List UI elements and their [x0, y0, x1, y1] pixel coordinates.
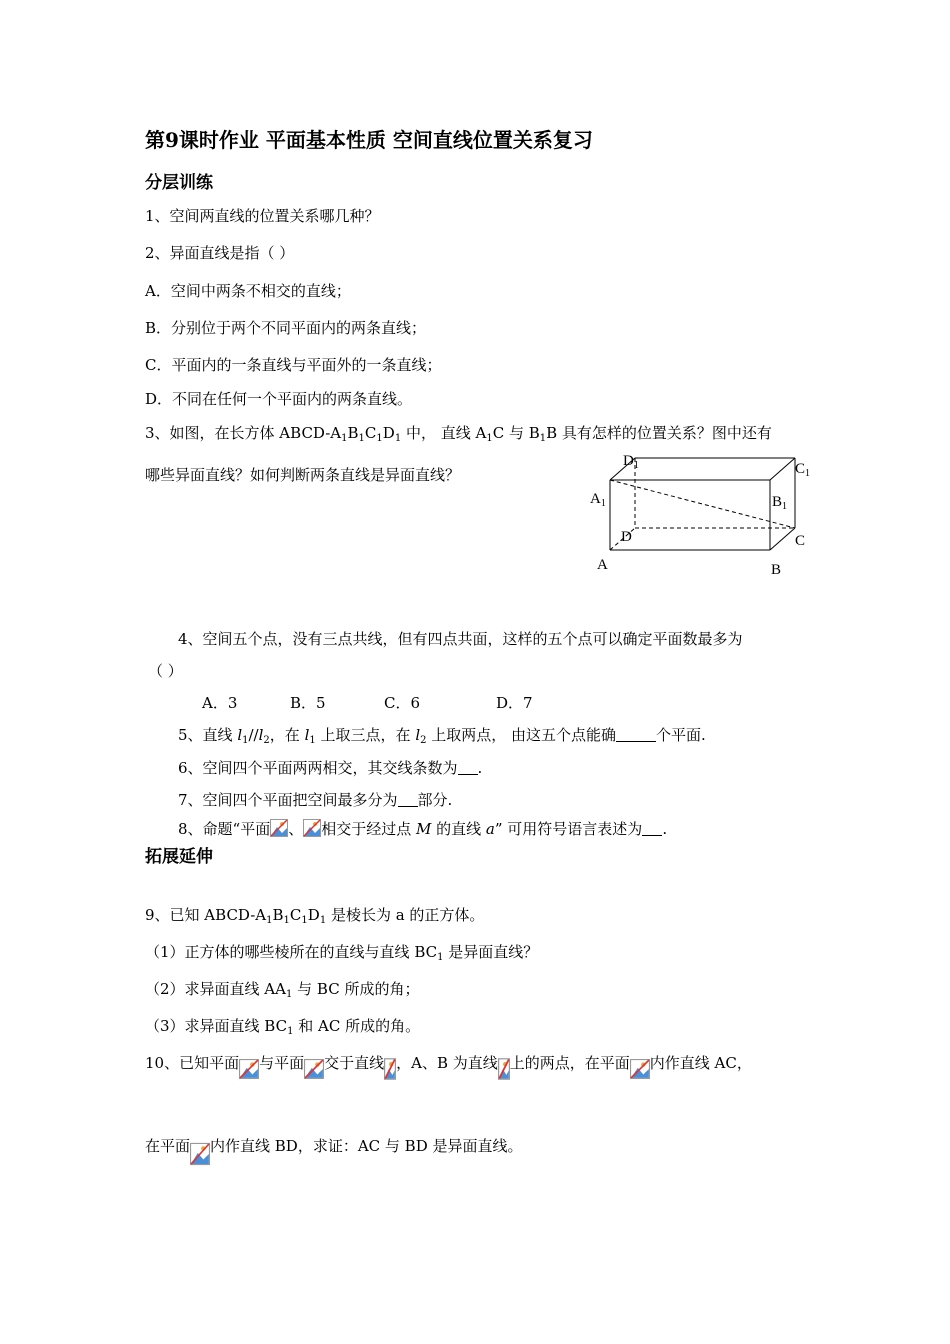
answer-blank[interactable] — [398, 792, 418, 807]
broken-image-icon — [498, 1058, 510, 1080]
label-c: C — [795, 533, 806, 549]
label-c1: $C_1$ — [795, 461, 811, 479]
label-b: B — [771, 562, 782, 578]
answer-blank[interactable] — [458, 760, 478, 775]
answer-blank[interactable] — [642, 821, 662, 836]
broken-image-icon — [303, 819, 321, 837]
broken-image-icon — [270, 819, 288, 837]
diagonal-a1c — [610, 480, 795, 528]
cuboid-figure — [585, 448, 825, 583]
question-6: 6、空间四个平面两两相交，其交线条数为 . — [178, 759, 483, 777]
label-a: A — [597, 557, 608, 573]
broken-image-icon — [630, 1058, 650, 1080]
question-4-stem: 4、空间五个点，没有三点共线，但有四点共面，这样的五个点可以确定平面数最多为 — [178, 630, 743, 648]
question-9-part-3: （3）求异面直线 $BC_1$ 和 AC 所成的角。 — [145, 1017, 421, 1037]
question-2-option-c: C．平面内的一条直线与平面外的一条直线； — [145, 356, 442, 374]
question-4-options — [202, 692, 533, 713]
question-5: 5、直线 $l_1//l_2$，在 $l_1$ 上取三点，在 $l_2$ 上取两点， 由这五个点能确 个平面. — [178, 726, 706, 746]
broken-image-icon — [190, 1141, 210, 1167]
question-9-part-2: （2）求异面直线 $AA_1$ 与 BC 所成的角； — [145, 980, 420, 1000]
question-4-paren: （ ） — [148, 662, 183, 680]
edge-b1c1 — [770, 458, 795, 480]
question-9-part-1: （1）正方体的哪些棱所在的直线与直线 $BC_1$ 是异面直线？ — [145, 943, 539, 963]
broken-image-icon — [384, 1058, 396, 1080]
question-4-option-d: D．7 — [496, 694, 533, 712]
label-a1: $A_1$ — [590, 491, 606, 509]
question-3-line-1: 3、如图，在长方体 ABCD-$A_1B_1C_1D_1$ 中， 直线 $A_1C$ 与 $B_1B$ 具有怎样的位置关系？图中还有 — [145, 424, 772, 444]
question-7: 7、空间四个平面把空间最多分为 部分. — [178, 791, 453, 809]
question-2-option-b: B．分别位于两个不同平面内的两条直线； — [145, 319, 427, 337]
question-9-stem: 9、已知 ABCD-$A_1B_1C_1D_1$ 是棱长为 a 的正方体。 — [145, 906, 485, 926]
question-4-option-a: A．3 — [202, 694, 238, 712]
question-4-option-b: B．5 — [290, 694, 326, 712]
question-1: 1、空间两直线的位置关系哪几种？ — [145, 207, 380, 225]
question-8: 8、命题“平面 、 相交于经过点 M 的直线 a” 可用符号语言表述为 . — [178, 820, 668, 838]
question-3-line-2: 哪些异面直线？如何判断两条直线是异面直线？ — [145, 466, 461, 484]
question-2-stem: 2、异面直线是指（ ） — [145, 244, 295, 262]
page-title: 第9课时作业 平面基本性质 空间直线位置关系复习 — [145, 128, 593, 152]
broken-image-icon — [239, 1058, 259, 1080]
label-d: D — [621, 529, 632, 545]
question-10-line-1: 10、已知平面 与平面 交于直线 ，A、B 为直线 上的两点，在平面 内作直线 AC， — [145, 1052, 752, 1080]
question-2-option-d: D．不同在任何一个平面内的两条直线。 — [145, 390, 413, 408]
question-10-line-2: 在平面 内作直线 BD，求证：AC 与 BD 是异面直线。 — [145, 1135, 523, 1167]
edge-bc — [770, 528, 795, 550]
section-heading-layered-training: 分层训练 — [145, 173, 213, 193]
question-4-option-c: C．6 — [384, 694, 421, 712]
question-2-option-a: A．空间中两条不相交的直线； — [145, 282, 351, 300]
section-heading-extension: 拓展延伸 — [145, 847, 213, 867]
answer-blank[interactable] — [616, 727, 656, 742]
label-d1: $D_1$ — [623, 453, 639, 471]
broken-image-icon — [304, 1058, 324, 1080]
label-b1: $B_1$ — [772, 494, 788, 512]
